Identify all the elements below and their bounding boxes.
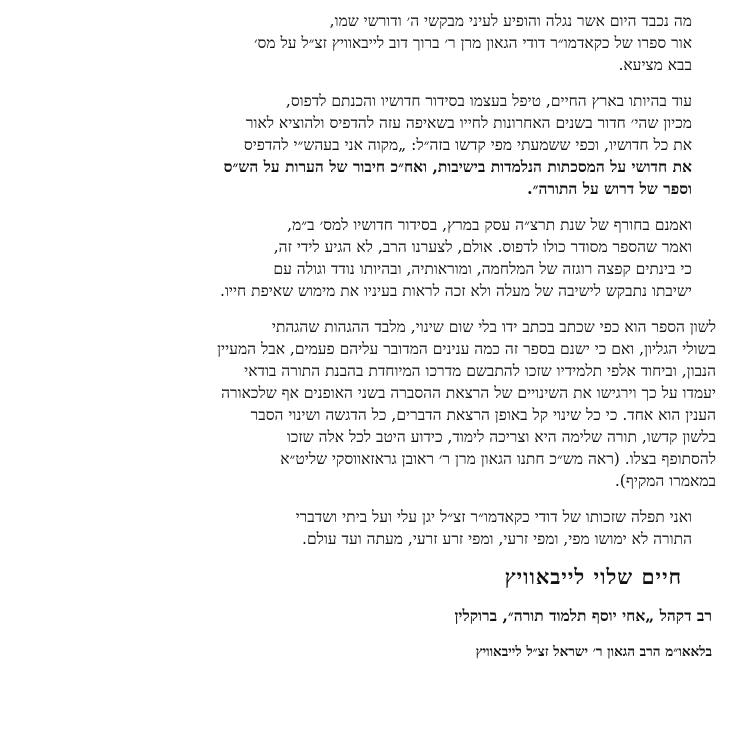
text-line: מכיון שהי׳ חדור בשנים האחרונות לחייו בשאיפה עזה להדפיס ולהוציא לאור [245, 114, 692, 132]
text-line: וספר של דרוש על התורה״. [527, 179, 692, 198]
text-line: בבא מציעא. [618, 56, 692, 74]
text-line: כי בינתים קפצה רוגזה של המלחמה, ומוראותיה, ובהיותו נודד וגולה עם [273, 260, 692, 278]
text-line: ואמר שהספר מסודר כולו לדפוס. אולם, לצערנו הרב, לא הגיע לידי זה, [273, 238, 692, 256]
text-line: להסתופף בצלו. (ראה מש״כ חתנו הגאון מרן ר׳ ראובן גראזאווסקי שליט״א [280, 450, 716, 468]
signature-subtitle: בלאאו״מ הרב הגאון ר׳ ישראל זצ״ל לייבאוויץ [475, 644, 712, 660]
text-line: עוד בהיותו בארץ החיים, טיפל בעצמו בסידור חדושיו והכנתם לדפוס, [285, 92, 692, 110]
paragraph-intro [40, 10, 716, 76]
paragraph-winter [40, 214, 716, 302]
signature-name: חיים שלוי לייבאוויץ [504, 564, 682, 589]
signature-title: רב דקהל „אחי יוסף תלמוד תורה״, ברוקלין [454, 606, 712, 625]
paragraph-preparation [40, 90, 716, 200]
text-line: בלשון קדשו, תורה שלימה היא וצריכה לימוד, כידוע היטב לכל אלה שזכו [286, 428, 716, 446]
text-line: התורה לא ימושו מפי, ומפי זרעי, ומפי זרע זרעי, מעתה ועד עולם. [302, 530, 692, 548]
text-line: אור ספרו של כקאדמו״ר דודי הגאון מרן ר׳ ברוך דוב לייבאוויץ זצ״ל על מס׳ [253, 34, 692, 52]
text-line: מה נכבד היום אשר נגלה והופיע לעיני מבקשי ה׳ ודורשי שמו, [329, 12, 692, 30]
text-line: ישיבתו נתבקש לישיבה של מעלה ולא זכה לראות בעיניו את מימוש שאיפת חייו. [220, 282, 692, 300]
text-line: לשון הספר הוא כפי שכתב בכתב ידו בלי שום שינוי, מלבד ההגהות שהגהתי [271, 318, 716, 336]
text-line: יעמדו על כך וירגישו את השינויים של הרצאת ההסברה בשני האופנים אף שלכאורה [221, 384, 716, 402]
text-line: ואני תפלה שזכותו של דודי כקאדמו״ר זצ״ל יגן עלי ועל ביתי ושדברי [295, 508, 692, 526]
document-page [40, 10, 716, 660]
text-line: הנבון, וביחוד אלפי תלמידיו שזכו להתבשם מדרכו המיוחדת בהבנת התורה בודאי [244, 362, 716, 380]
text-line: הענין הוא אחד. כי כל שינוי קל באופן הרצאת הדברים, כל הדגשה ושינוי הסבר [250, 406, 716, 424]
text-line: בשולי הגליון, ואם כי ישנם בספר זה כמה ענינים המדובר עליהם פעמים, אבל המעיין [217, 340, 716, 358]
paragraph-language [40, 316, 716, 492]
text-line: את כל חדושיו, וכפי ששמעתי מפי קדשו בזה״ל: „מקוה אני בעהש״י להדפיס [243, 136, 692, 154]
text-line: במאמרו המקיף). [614, 472, 716, 490]
paragraph-prayer [40, 506, 716, 550]
text-line: ואמנם בחורף של שנת תרצ״ה עסק במרץ, בסידור חדושיו למס׳ ב״מ, [287, 216, 692, 234]
text-line: את חדושי על המסכתות הנלמדות בישיבות, ואח״כ חיבור של הערות על הש״ס [223, 157, 692, 176]
